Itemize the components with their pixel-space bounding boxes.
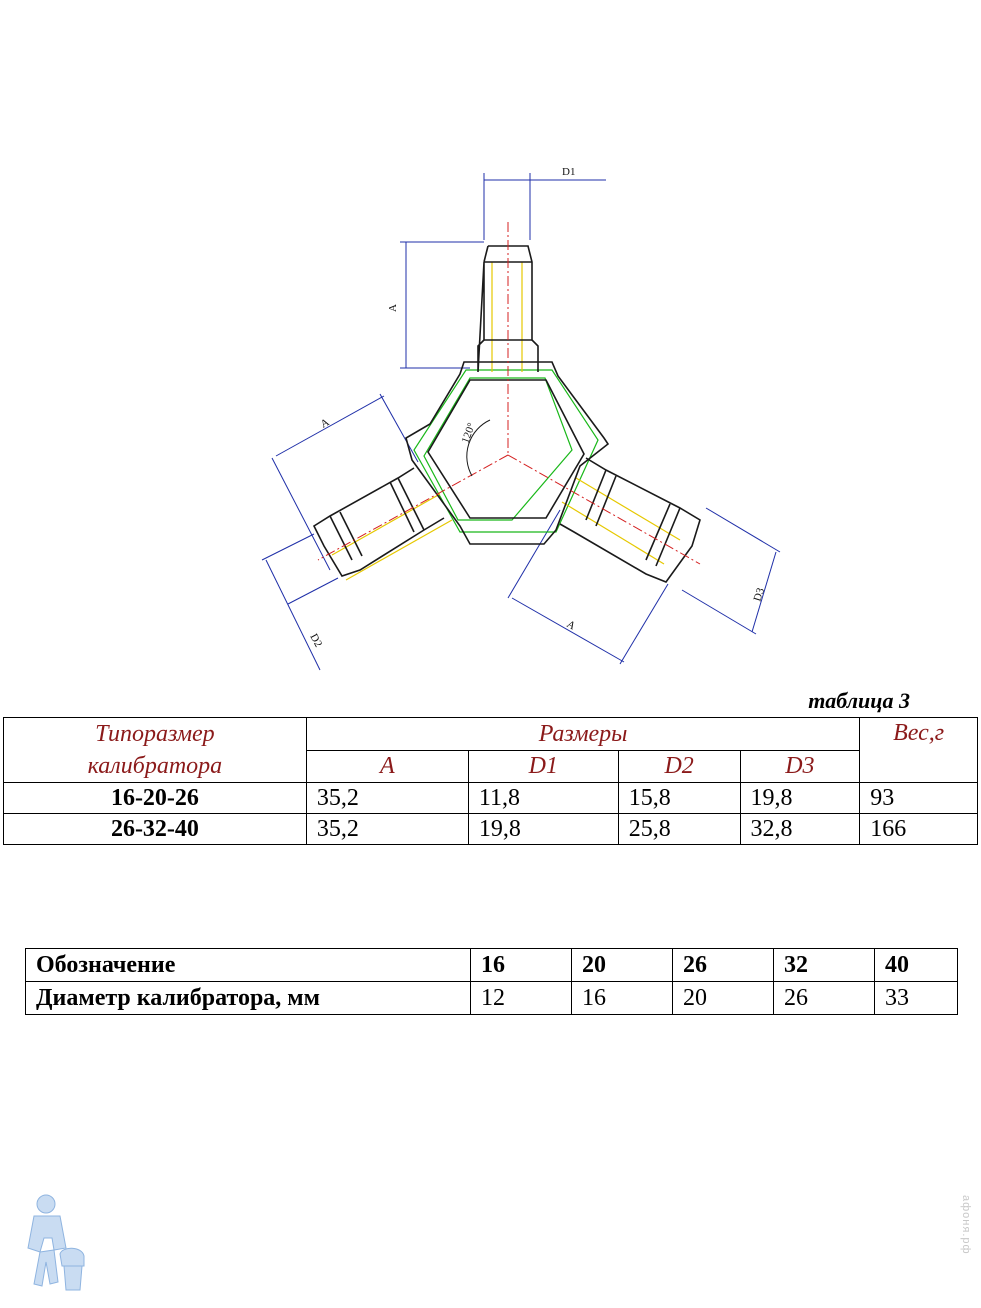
row-weight: 93: [860, 783, 978, 814]
row-d1: 19,8: [468, 814, 618, 845]
row-a: 35,2: [306, 783, 468, 814]
d3-label: D3: [751, 586, 768, 603]
diameter-value: 16: [572, 982, 673, 1015]
a-left-label: A: [318, 416, 332, 431]
marking-value: 32: [774, 949, 875, 982]
row-a: 35,2: [306, 814, 468, 845]
a-right-label: A: [564, 618, 578, 633]
marking-value: 26: [673, 949, 774, 982]
marking-table: [25, 948, 958, 1015]
type-header-line2: калибратора: [87, 753, 223, 779]
plumber-mascot-logo: [14, 1190, 94, 1300]
col-d3-header: D3: [740, 750, 860, 783]
col-d1-header: D1: [468, 750, 618, 783]
row-d1: 11,8: [468, 783, 618, 814]
type-header-line1: Типоразмер: [95, 721, 215, 747]
sizes-header: Размеры: [306, 718, 859, 751]
marking-value: 40: [875, 949, 958, 982]
row-d3: 19,8: [740, 783, 860, 814]
diameter-value: 33: [875, 982, 958, 1015]
marking-value: 20: [572, 949, 673, 982]
diameter-value: 12: [471, 982, 572, 1015]
a-top-label: A: [387, 304, 399, 312]
table-caption: таблица 3: [808, 688, 910, 713]
site-watermark: афоня.рф: [960, 1195, 972, 1255]
angle-label: 120°: [459, 421, 478, 446]
table-row: [26, 982, 958, 1015]
weight-header: Вес,г: [860, 718, 978, 783]
axis-lines: [318, 222, 700, 564]
dimension-labels: [307, 166, 767, 649]
row-d3: 32,8: [740, 814, 860, 845]
col-a-header: A: [306, 750, 468, 783]
row-d2: 25,8: [618, 814, 740, 845]
table-row: [4, 783, 978, 814]
d1-label: D1: [562, 166, 576, 178]
diameter-value: 26: [774, 982, 875, 1015]
row-type: 26-32-40: [4, 814, 307, 845]
row-type: 16-20-26: [4, 783, 307, 814]
marking-value: 16: [471, 949, 572, 982]
diameter-value: 20: [673, 982, 774, 1015]
spec-table: [3, 717, 978, 845]
row-d2: 15,8: [618, 783, 740, 814]
row-weight: 166: [860, 814, 978, 845]
d2-label: D2: [307, 631, 325, 650]
marking-label: Обозначение: [26, 949, 471, 982]
type-header: [4, 718, 307, 783]
dimension-lines: [262, 173, 780, 670]
table-row: [26, 949, 958, 982]
col-d2-header: D2: [618, 750, 740, 783]
spec-header-row-1: [4, 718, 978, 751]
diameter-label: Диаметр калибратора, мм: [26, 982, 471, 1015]
table-row: [4, 814, 978, 845]
